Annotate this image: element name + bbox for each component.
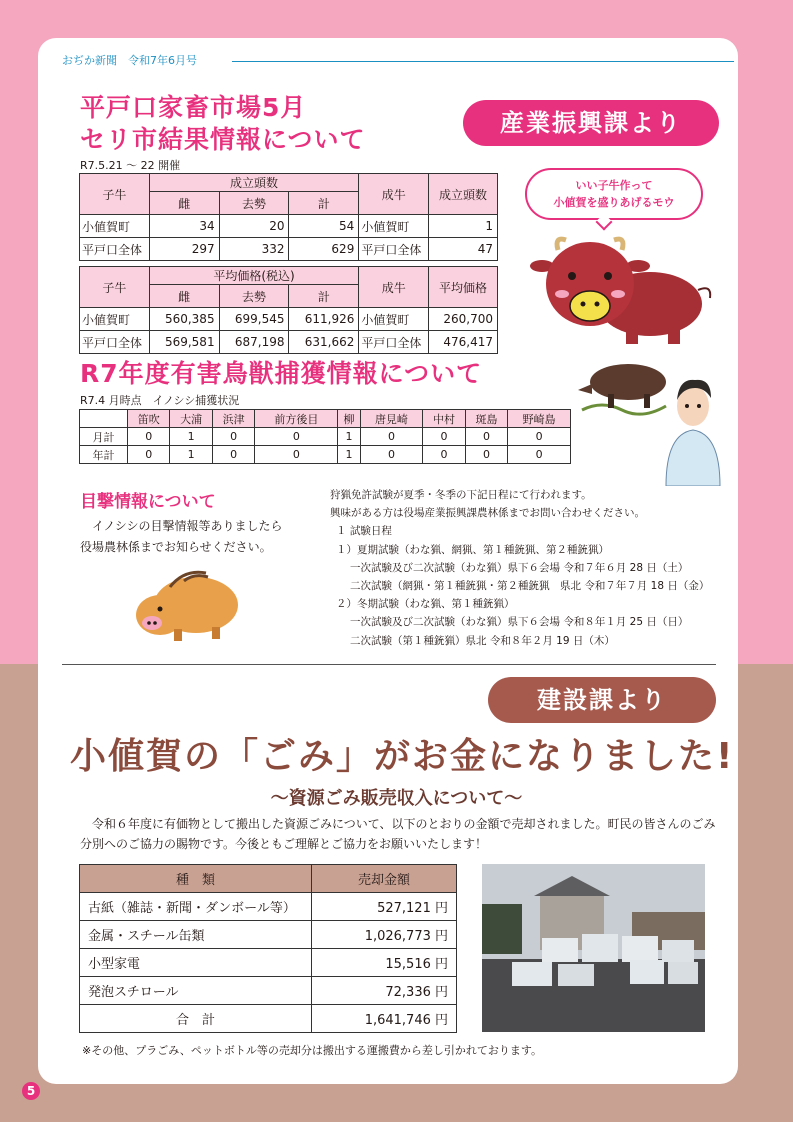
col-header: 前方後目 bbox=[255, 410, 338, 428]
exam-line: 一次試験及び二次試験（わな猟）県下６会場 令和８年１月 25 日（日） bbox=[350, 616, 689, 629]
auction-price-table bbox=[79, 266, 498, 354]
sighting-text-line2: 役場農林係までお知らせください。 bbox=[80, 540, 272, 554]
header-calf: 子牛 bbox=[80, 267, 150, 308]
cell-value: 687,198 bbox=[219, 331, 289, 354]
cell-value: 0 bbox=[423, 446, 465, 464]
header-avg-price: 平均価格(税込) bbox=[149, 267, 359, 285]
col-header: 斑島 bbox=[465, 410, 507, 428]
item-name: 金属・スチール缶類 bbox=[80, 921, 312, 949]
corner-cell bbox=[80, 410, 128, 428]
construction-dept-badge: 建設課より bbox=[488, 677, 716, 723]
cell-value: 0 bbox=[508, 446, 571, 464]
row-label: 平戸口全体 bbox=[359, 331, 429, 354]
sub-female: 雌 bbox=[149, 192, 219, 215]
exam-line: 狩猟免許試験が夏季・冬季の下記日程にて行われます。 bbox=[330, 489, 592, 501]
cell-value: 34 bbox=[149, 215, 219, 238]
cell-value: 260,700 bbox=[429, 308, 498, 331]
footnote: ※その他、プラごみ、ペットボトル等の売却分は搬出する運搬費から差し引かれております。 bbox=[82, 1044, 542, 1057]
cell-value: 629 bbox=[289, 238, 359, 261]
newsletter-header: おぢか新聞 令和7年6月号 bbox=[62, 54, 197, 67]
cell-value: 0 bbox=[255, 446, 338, 464]
item-amount: 1,026,773 円 bbox=[312, 921, 457, 949]
auction-date: R7.5.21 ～ 22 開催 bbox=[80, 159, 181, 172]
row-label: 月計 bbox=[80, 428, 128, 446]
cell-value: 1 bbox=[338, 428, 360, 446]
row-label: 小値賀町 bbox=[80, 215, 150, 238]
cell-value: 0 bbox=[128, 428, 170, 446]
sighting-text-line1: イノシシの目撃情報等ありましたら bbox=[92, 519, 283, 533]
item-amount: 527,121 円 bbox=[312, 893, 457, 921]
hunting-date: R7.4 月時点 イノシシ捕獲状況 bbox=[80, 394, 240, 407]
cell-value: 20 bbox=[219, 215, 289, 238]
page-number: 5 bbox=[22, 1082, 40, 1100]
garbage-revenue-paragraph: 令和６年度に有価物として搬出した資源ごみについて、以下のとおりの金額で売却されました。町民の皆さんのごみ分別へのご協力の賜物です。今後ともご理解とご協力をお願いいたします！ bbox=[80, 817, 716, 851]
sub-total: 計 bbox=[289, 285, 359, 308]
cell-value: 1 bbox=[429, 215, 498, 238]
sub-steer: 去勢 bbox=[219, 192, 289, 215]
total-label: 合 計 bbox=[80, 1005, 312, 1033]
cell-value: 0 bbox=[465, 428, 507, 446]
row-label: 小値賀町 bbox=[359, 308, 429, 331]
exam-line: 一次試験及び二次試験（わな猟）県下６会場 令和７年６月 28 日（土） bbox=[350, 561, 689, 574]
person-illustration bbox=[658, 368, 728, 486]
row-label: 平戸口全体 bbox=[80, 331, 150, 354]
garbage-sales-table bbox=[79, 864, 457, 1033]
cell-value: 0 bbox=[423, 428, 465, 446]
row-label: 小値賀町 bbox=[359, 215, 429, 238]
header-adult-price: 平均価格 bbox=[429, 267, 498, 308]
cow-illustration bbox=[528, 232, 713, 347]
cell-value: 631,662 bbox=[289, 331, 359, 354]
exam-line: 興味がある方は役場産業振興課農林係までお問い合わせください。 bbox=[330, 507, 645, 520]
hunting-title: R7年度有害鳥獣捕獲情報について bbox=[80, 359, 483, 388]
sighting-title: 目撃情報について bbox=[80, 492, 216, 512]
cell-value: 0 bbox=[128, 446, 170, 464]
cell-value: 1 bbox=[338, 446, 360, 464]
row-label: 年計 bbox=[80, 446, 128, 464]
col-header: 唐見崎 bbox=[360, 410, 423, 428]
cell-value: 54 bbox=[289, 215, 359, 238]
exam-line: 二次試験（第１種銃猟）県北 令和８年２月 19 日（木） bbox=[350, 634, 615, 647]
garbage-revenue-subtitle: ～資源ごみ販売収入について～ bbox=[270, 788, 523, 809]
boar-mascot-illustration bbox=[130, 567, 242, 645]
cell-value: 0 bbox=[360, 446, 423, 464]
cell-value: 332 bbox=[219, 238, 289, 261]
col-header: 笛吹 bbox=[128, 410, 170, 428]
col-header: 野崎島 bbox=[508, 410, 571, 428]
header-type: 種 類 bbox=[80, 865, 312, 893]
cell-value: 0 bbox=[212, 428, 254, 446]
row-label: 平戸口全体 bbox=[359, 238, 429, 261]
boar-capture-table bbox=[79, 409, 571, 464]
speech-line2: 小値賀を盛りあげるモウ bbox=[553, 196, 675, 209]
exam-line: ２）冬期試験（わな猟、第１種銃猟） bbox=[336, 598, 515, 611]
item-amount: 72,336 円 bbox=[312, 977, 457, 1005]
header-count: 成立頭数 bbox=[149, 174, 359, 192]
cell-value: 611,926 bbox=[289, 308, 359, 331]
exam-line: １ 試験日程 bbox=[336, 525, 392, 538]
header-amount: 売却金額 bbox=[312, 865, 457, 893]
cell-value: 569,581 bbox=[149, 331, 219, 354]
exam-line: １）夏期試験（わな猟、網猟、第１種銃猟、第２種銃猟） bbox=[336, 543, 609, 556]
row-label: 平戸口全体 bbox=[80, 238, 150, 261]
total-amount: 1,641,746 円 bbox=[312, 1005, 457, 1033]
sub-steer: 去勢 bbox=[219, 285, 289, 308]
cell-value: 0 bbox=[255, 428, 338, 446]
col-header: 大浦 bbox=[170, 410, 212, 428]
cell-value: 1 bbox=[170, 446, 212, 464]
sub-total: 計 bbox=[289, 192, 359, 215]
recycling-bales-photo bbox=[482, 864, 705, 1032]
cell-value: 0 bbox=[360, 428, 423, 446]
section-divider bbox=[62, 664, 716, 665]
auction-count-table bbox=[79, 173, 498, 261]
cell-value: 1 bbox=[170, 428, 212, 446]
col-header: 中村 bbox=[423, 410, 465, 428]
garbage-revenue-title: 小値賀の「ごみ」がお金になりました! bbox=[70, 736, 735, 777]
cell-value: 0 bbox=[465, 446, 507, 464]
cell-value: 699,545 bbox=[219, 308, 289, 331]
sub-female: 雌 bbox=[149, 285, 219, 308]
exam-line: 二次試験（網猟・第１種銃猟・第２種銃猟 県北 令和７年７月 18 日（金） bbox=[350, 580, 710, 593]
cell-value: 0 bbox=[508, 428, 571, 446]
header-adult-count: 成立頭数 bbox=[429, 174, 498, 215]
item-name: 小型家電 bbox=[80, 949, 312, 977]
header-adult: 成牛 bbox=[359, 174, 429, 215]
item-amount: 15,516 円 bbox=[312, 949, 457, 977]
hunting-license-exam-info bbox=[330, 486, 722, 650]
row-label: 小値賀町 bbox=[80, 308, 150, 331]
industry-dept-badge: 産業振興課より bbox=[463, 100, 719, 146]
header-rule bbox=[232, 61, 734, 62]
cow-speech-bubble bbox=[525, 168, 703, 220]
item-name: 古紙（雑誌・新聞・ダンボール等） bbox=[80, 893, 312, 921]
cell-value: 297 bbox=[149, 238, 219, 261]
market-title-line1: 平戸口家畜市場5月 bbox=[80, 93, 307, 122]
col-header: 浜津 bbox=[212, 410, 254, 428]
header-adult: 成牛 bbox=[359, 267, 429, 308]
item-name: 発泡スチロール bbox=[80, 977, 312, 1005]
header-calf: 子牛 bbox=[80, 174, 150, 215]
speech-line1: いい子牛作って bbox=[575, 179, 653, 192]
cell-value: 476,417 bbox=[429, 331, 498, 354]
market-title-line2: セリ市結果情報について bbox=[80, 125, 366, 154]
cell-value: 560,385 bbox=[149, 308, 219, 331]
col-header: 柳 bbox=[338, 410, 360, 428]
cell-value: 0 bbox=[212, 446, 254, 464]
cell-value: 47 bbox=[429, 238, 498, 261]
